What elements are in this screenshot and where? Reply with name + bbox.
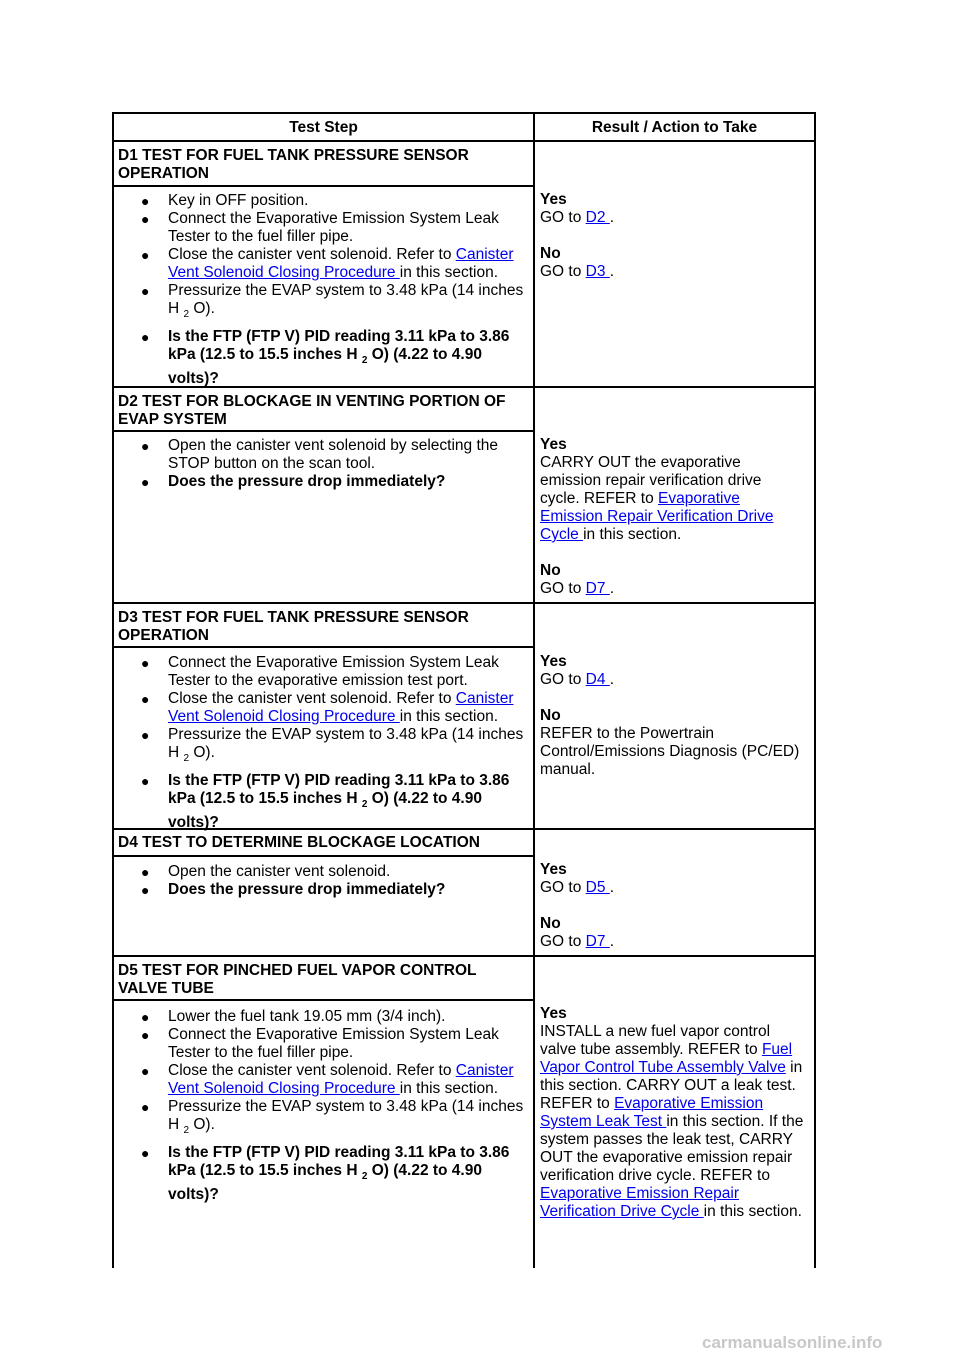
- list-item: ● Is the FTP (FTP V) PID reading 3.11 kPa to 3.86 kPa (12.5 to 15.5 inches H $_2$ O) (4.22 to 4.90 volts)?: [141, 328, 510, 388]
- goto-d5-link[interactable]: D5: [585, 879, 610, 896]
- list-item: ● Open the canister vent solenoid.: [141, 863, 391, 880]
- canister-vent-link[interactable]: Canister Vent Solenoid Closing Procedure: [168, 246, 514, 281]
- bullet-icon: ●: [141, 283, 150, 299]
- step-list-d1: [114, 192, 528, 388]
- yes-label: Yes: [540, 653, 567, 670]
- yes-label: Yes: [540, 191, 567, 208]
- list-item: ● Connect the Evaporative Emission System Leak Tester to the fuel filler pipe.: [141, 1026, 499, 1061]
- row-divider: [112, 602, 816, 604]
- title-divider: [112, 430, 535, 432]
- header-result-action: Result / Action to Take: [591, 119, 758, 136]
- bullet-icon: ●: [141, 438, 150, 454]
- goto-d3-link[interactable]: D3: [585, 263, 610, 280]
- no-label: No: [540, 245, 561, 262]
- list-item: ● Key in OFF position.: [141, 192, 309, 209]
- goto-d4-link[interactable]: D4: [585, 671, 610, 688]
- step-title-d5: D5 TEST FOR PINCHED FUEL VAPOR CONTROL VALVE TUBE: [118, 962, 477, 997]
- goto-d7-link[interactable]: D7: [585, 580, 610, 597]
- leak-test-link[interactable]: Evaporative Emission System Leak Test: [540, 1095, 764, 1130]
- yes-label: Yes: [540, 861, 567, 878]
- goto-d7-link[interactable]: D7: [585, 933, 610, 950]
- table-border-top: [112, 112, 816, 114]
- no-label: No: [540, 707, 561, 724]
- list-item: ● Close the canister vent solenoid. Refer to Canister Vent Solenoid Closing Procedure in this section.: [141, 246, 514, 281]
- result-d1: Yes GO to D2 . No GO to D3 .: [540, 191, 812, 281]
- step-list-d5: [114, 1008, 528, 1204]
- list-item: ● Does the pressure drop immediately?: [141, 473, 446, 490]
- step-list-d2: [114, 437, 528, 491]
- title-divider: [112, 855, 535, 857]
- no-label: No: [540, 562, 561, 579]
- bullet-icon: ●: [141, 1009, 150, 1025]
- bullet-icon: ●: [141, 329, 150, 346]
- no-label: No: [540, 915, 561, 932]
- title-divider: [112, 185, 535, 187]
- list-item: ● Does the pressure drop immediately?: [141, 881, 446, 898]
- bullet-icon: ●: [141, 1063, 150, 1079]
- watermark-footer: carmanualsonline.info: [702, 1333, 883, 1352]
- bullet-icon: ●: [141, 1145, 150, 1162]
- table-border-right: [814, 112, 816, 1268]
- result-d2: Yes CARRY OUT the evaporative emission repair verification drive cycle. REFER to Evaporative Emission Repair Verification Drive Cycle in this section. No GO to D7 .: [540, 436, 790, 598]
- row-divider: [112, 955, 816, 957]
- yes-label: Yes: [540, 436, 567, 453]
- list-item: ● Close the canister vent solenoid. Refer to Canister Vent Solenoid Closing Procedure in this section.: [141, 690, 514, 725]
- bullet-icon: ●: [141, 773, 150, 790]
- step-title-d3: D3 TEST FOR FUEL TANK PRESSURE SENSOR OPERATION: [118, 609, 469, 644]
- bullet-icon: ●: [141, 1099, 150, 1115]
- row-divider: [112, 140, 816, 142]
- list-item: ● Connect the Evaporative Emission System Leak Tester to the fuel filler pipe.: [141, 210, 499, 245]
- list-item: ● Open the canister vent solenoid by selecting the STOP button on the scan tool.: [141, 437, 499, 472]
- canister-vent-link[interactable]: Canister Vent Solenoid Closing Procedure: [168, 690, 514, 725]
- list-item: ● Pressurize the EVAP system to 3.48 kPa (14 inches H $_2$ O).: [141, 726, 524, 765]
- bullet-icon: ●: [141, 1027, 150, 1043]
- title-divider: [112, 646, 535, 648]
- list-item: ● Lower the fuel tank 19.05 mm (3/4 inch).: [141, 1008, 446, 1025]
- list-item: ● Connect the Evaporative Emission System Leak Tester to the evaporative emission test port.: [141, 654, 499, 689]
- list-item: ● Close the canister vent solenoid. Refer to Canister Vent Solenoid Closing Procedure in this section.: [141, 1062, 514, 1097]
- list-item: ● Pressurize the EVAP system to 3.48 kPa (14 inches H $_2$ O).: [141, 282, 524, 321]
- bullet-icon: ●: [141, 655, 150, 671]
- result-d4: Yes GO to D5 . No GO to D7 .: [540, 861, 810, 951]
- drive-cycle-link[interactable]: Evaporative Emission Repair Verification Drive Cycle: [540, 1185, 740, 1220]
- bullet-icon: ●: [141, 691, 150, 707]
- bullet-icon: ●: [141, 727, 150, 743]
- column-divider: [533, 112, 535, 1268]
- goto-d2-link[interactable]: D2: [585, 209, 610, 226]
- step-list-d4: [114, 863, 528, 899]
- bullet-icon: ●: [141, 211, 150, 227]
- step-list-d3: [114, 654, 528, 832]
- step-title-d1: D1 TEST FOR FUEL TANK PRESSURE SENSOR OPERATION: [118, 147, 469, 182]
- result-d3: Yes GO to D4 . No REFER to the Powertrain Control/Emissions Diagnosis (PC/ED) manual.: [540, 653, 814, 779]
- list-item: ● Pressurize the EVAP system to 3.48 kPa (14 inches H $_2$ O).: [141, 1098, 524, 1137]
- drive-cycle-link[interactable]: Evaporative Emission Repair Verification Drive Cycle: [540, 490, 774, 543]
- result-d5: Yes INSTALL a new fuel vapor control valve tube assembly. REFER to Fuel Vapor Control Tube Assembly Valve in this section. CARRY OUT a leak test. REFER to Evaporative Emission System Leak Test in this section. If the system passes the leak test, CARRY OUT the evaporative emission repair verification drive cycle. REFER to Evaporative Emission Repair Verification Drive Cycle in this section.: [540, 1005, 810, 1221]
- fuel-vapor-tube-link[interactable]: Fuel Vapor Control Tube Assembly Valve: [540, 1041, 793, 1076]
- list-item: ● Is the FTP (FTP V) PID reading 3.11 kPa to 3.86 kPa (12.5 to 15.5 inches H $_2$ O) (4.22 to 4.90 volts)?: [141, 772, 510, 832]
- bullet-icon: ●: [141, 193, 150, 209]
- bullet-icon: ●: [141, 474, 150, 490]
- step-title-d2: D2 TEST FOR BLOCKAGE IN VENTING PORTION OF EVAP SYSTEM: [118, 393, 506, 428]
- bullet-icon: ●: [141, 864, 150, 880]
- yes-label: Yes: [540, 1005, 567, 1022]
- list-item: ● Is the FTP (FTP V) PID reading 3.11 kPa to 3.86 kPa (12.5 to 15.5 inches H $_2$ O) (4.22 to 4.90 volts)?: [141, 1144, 510, 1204]
- bullet-icon: ●: [141, 247, 150, 263]
- title-divider: [112, 999, 535, 1001]
- canister-vent-link[interactable]: Canister Vent Solenoid Closing Procedure: [168, 1062, 514, 1097]
- bullet-icon: ●: [141, 882, 150, 898]
- step-title-d4: D4 TEST TO DETERMINE BLOCKAGE LOCATION: [118, 834, 480, 851]
- header-test-step: Test Step: [289, 119, 358, 136]
